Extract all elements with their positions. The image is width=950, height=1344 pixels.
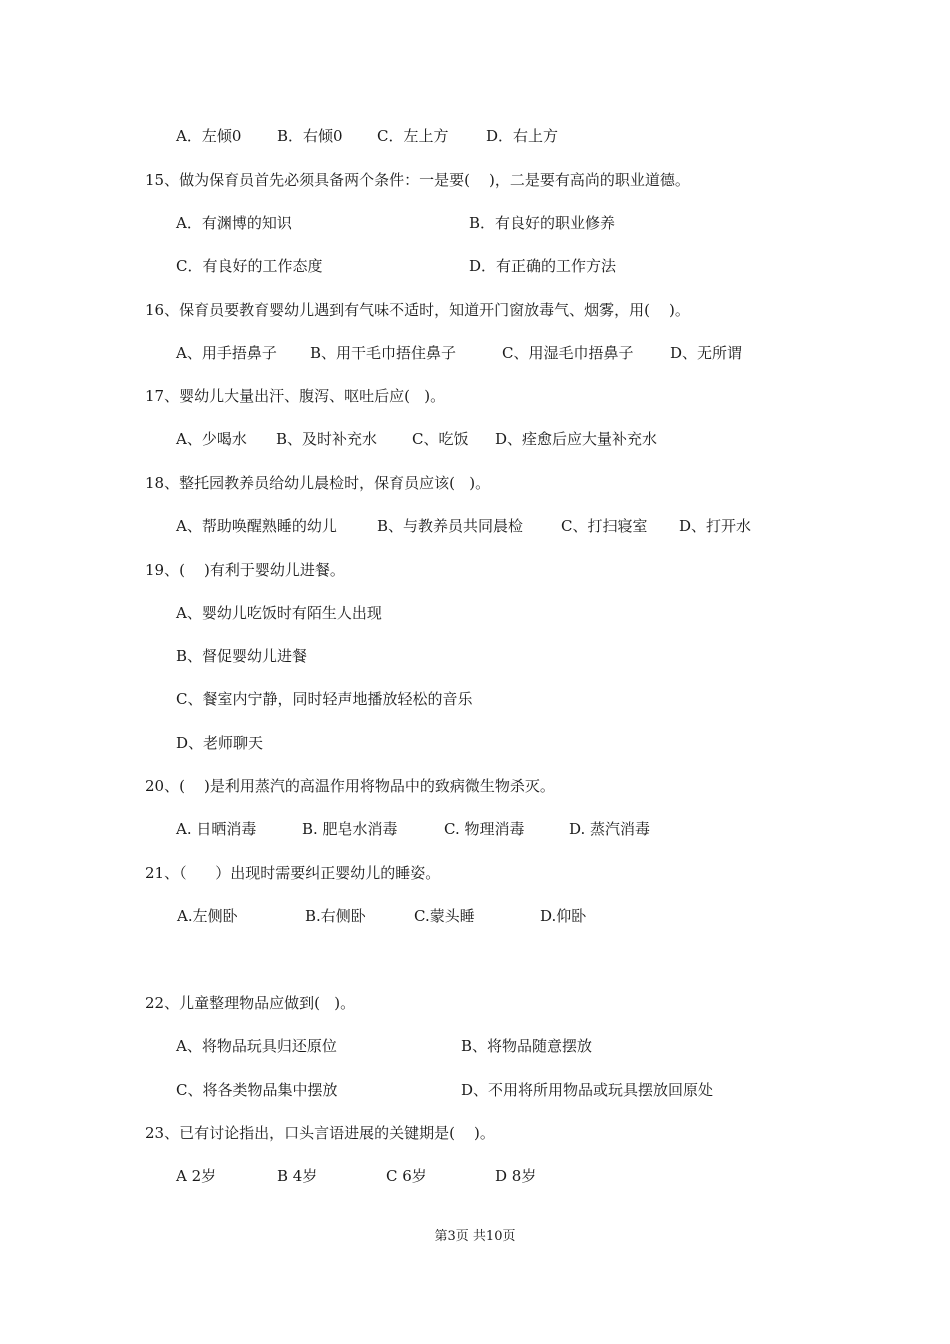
option-b: B．右倾0 [277, 127, 343, 145]
option-d: D、无所谓 [670, 344, 743, 362]
question-20: 20、( )是利用蒸汽的高温作用将物品中的致病微生物杀灭。 [145, 777, 555, 795]
option-b: B. 肥皂水消毒 [302, 820, 398, 838]
option-c: C、将各类物品集中摆放 [176, 1081, 338, 1099]
question-16: 16、保育员要教育婴幼儿遇到有气味不适时，知道开门窗放毒气、烟雾，用( )。 [145, 301, 690, 319]
option-c: C. 物理消毒 [444, 820, 525, 838]
question-23: 23、已有讨论指出，口头言语进展的关键期是( )。 [145, 1124, 495, 1142]
option-a: A．有渊博的知识 [176, 214, 292, 232]
option-a: A. 日晒消毒 [176, 820, 257, 838]
option-a: A、将物品玩具归还原位 [176, 1037, 337, 1055]
option-d: D. 蒸汽消毒 [569, 820, 651, 838]
question-15: 15、做为保育员首先必须具备两个条件：一是要( )，二是要有高尚的职业道德。 [145, 171, 690, 189]
option-a: A、少喝水 [176, 430, 247, 448]
option-c: C、吃饭 [412, 430, 469, 448]
option-d: D．右上方 [486, 127, 559, 145]
option-c: C．有良好的工作态度 [176, 257, 323, 275]
option-c: C、打扫寝室 [561, 517, 648, 535]
option-c: C 6岁 [386, 1167, 427, 1185]
question-21: 21、（ ）出现时需要纠正婴幼儿的睡姿。 [145, 864, 441, 882]
option-b: B、及时补充水 [276, 430, 378, 448]
option-b: B、将物品随意摆放 [461, 1037, 593, 1055]
question-19: 19、( )有利于婴幼儿进餐。 [145, 561, 345, 579]
option-b: B、用干毛巾捂住鼻子 [310, 344, 457, 362]
option-a: A、婴幼儿吃饭时有陌生人出现 [176, 604, 382, 622]
option-d: D、老师聊天 [176, 734, 264, 752]
option-b: B．有良好的职业修养 [469, 214, 616, 232]
option-a: A、帮助唤醒熟睡的幼儿 [176, 517, 337, 535]
option-a: A、用手捂鼻子 [176, 344, 277, 362]
option-d: D、不用将所用物品或玩具摆放回原处 [461, 1081, 714, 1099]
option-d: D.仰卧 [540, 907, 587, 925]
option-c: C、用湿毛巾捂鼻子 [502, 344, 634, 362]
option-d: D．有正确的工作方法 [469, 257, 617, 275]
question-17: 17、婴幼儿大量出汗、腹泻、呕吐后应( )。 [145, 387, 446, 405]
option-b: B、与教养员共同晨检 [377, 517, 524, 535]
option-b: B 4岁 [277, 1167, 318, 1185]
option-c: C．左上方 [377, 127, 449, 145]
option-a: A.左侧卧 [177, 907, 238, 925]
option-a: A．左倾0 [176, 127, 242, 145]
option-d: D 8岁 [495, 1167, 537, 1185]
question-18: 18、整托园教养员给幼儿晨检时，保育员应该( )。 [145, 474, 491, 492]
option-d: D、痊愈后应大量补充水 [495, 430, 658, 448]
option-d: D、打开水 [679, 517, 752, 535]
option-a: A 2岁 [176, 1167, 217, 1185]
option-c: C、餐室内宁静，同时轻声地播放轻松的音乐 [176, 690, 473, 708]
question-22: 22、儿童整理物品应做到( )。 [145, 994, 356, 1012]
option-c: C.蒙头睡 [414, 907, 475, 925]
page-number: 第3页 共10页 [434, 1229, 516, 1244]
option-b: B、督促婴幼儿进餐 [176, 647, 308, 665]
option-b: B.右侧卧 [305, 907, 366, 925]
